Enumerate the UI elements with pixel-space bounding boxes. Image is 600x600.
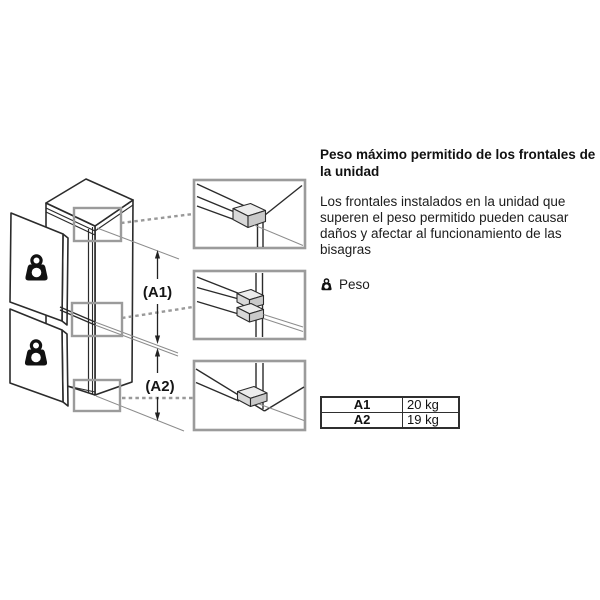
detail-view-middle <box>194 271 305 339</box>
detail-view-top <box>194 180 305 248</box>
dimension-a1 <box>143 250 172 344</box>
detail-view-bottom <box>194 361 305 430</box>
weight-limit-table <box>320 396 460 429</box>
weight-legend <box>321 277 370 292</box>
section-title: Peso máximo permitido de los frontales de la unidad <box>320 147 596 179</box>
table-row <box>321 397 459 413</box>
table-row <box>321 413 459 429</box>
dimension-label-a1: (A1) <box>142 284 173 301</box>
dimension-a2 <box>145 348 174 421</box>
weight-legend-label: Peso <box>339 277 370 292</box>
weight-cell: 20 kg <box>403 397 460 413</box>
dimension-label-a2: (A2) <box>145 378 175 395</box>
dimension-cell: A2 <box>321 413 403 429</box>
dimension-cell: A1 <box>321 397 403 413</box>
weight-icon <box>321 277 332 292</box>
weight-cell: 19 kg <box>403 413 460 429</box>
section-paragraph: Los frontales instalados en la unidad que superen el peso permitido pueden causar daños y afectar al funcionamiento de las bisagras <box>320 194 569 257</box>
